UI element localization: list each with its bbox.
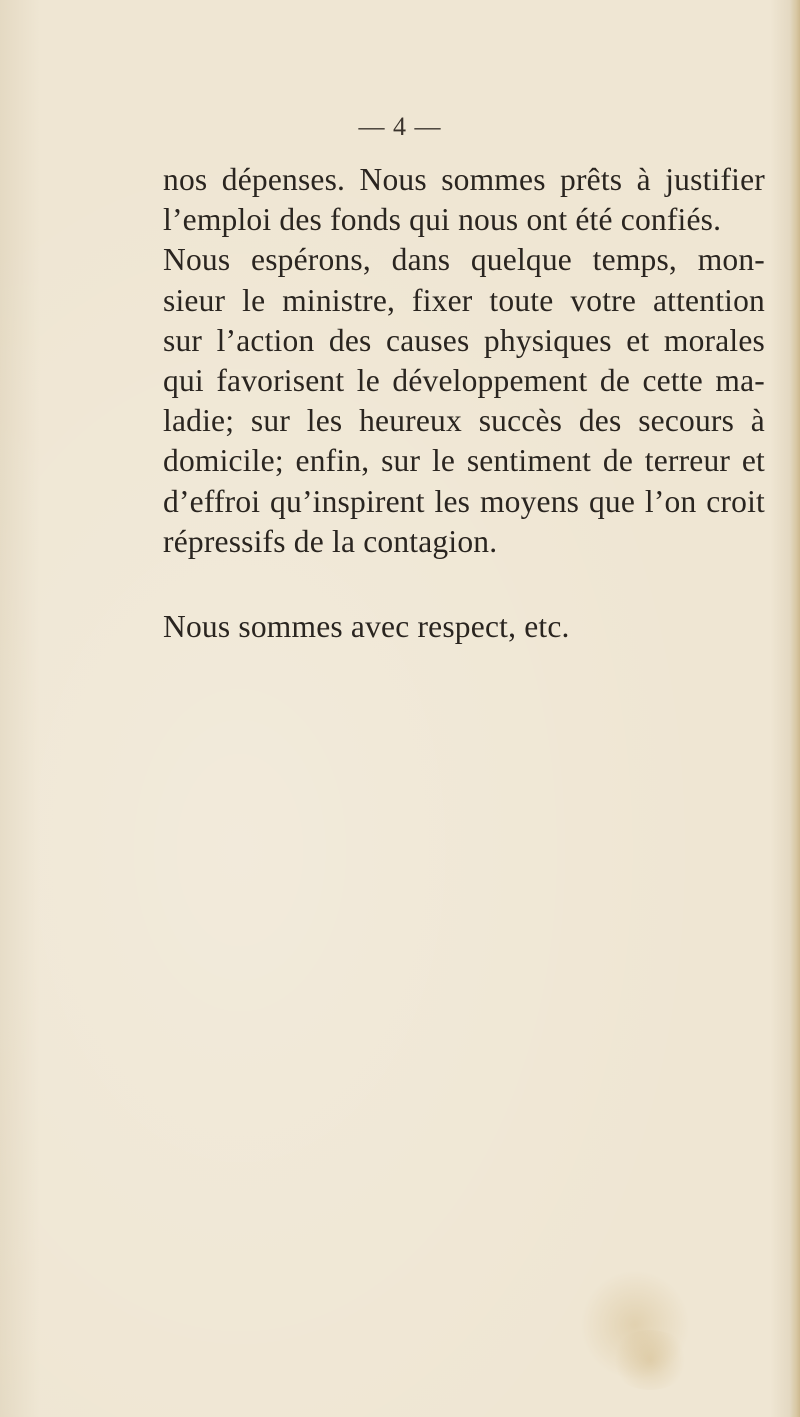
text-line: d’effroi qu’inspirent les moyens que l’on croit xyxy=(163,483,765,519)
text-line: répressifs de la contagion. xyxy=(163,523,498,559)
body-text xyxy=(163,160,765,562)
page-number-header: — 4 — xyxy=(358,112,442,141)
text-line: ladie; sur les heureux succès des secours à xyxy=(163,403,765,439)
text-line: Nous espérons, dans quelque temps, mon- xyxy=(163,242,765,278)
paper-stain xyxy=(610,1330,690,1390)
text-line: qui favorisent le développement de cette ma- xyxy=(163,362,765,398)
text-line: sieur le ministre, fixer toute votre attention xyxy=(163,282,765,318)
closing-line: Nous sommes avec respect, etc. xyxy=(163,609,570,644)
text-line: domicile; enfin, sur le sentiment de terreur et xyxy=(163,443,765,479)
page-edge xyxy=(790,0,800,1417)
text-line: l’emploi des fonds qui nous ont été confiés. xyxy=(163,202,722,238)
text-line: sur l’action des causes physiques et morales xyxy=(163,322,765,358)
text-line: nos dépenses. Nous sommes prêts à justifier xyxy=(163,162,765,197)
